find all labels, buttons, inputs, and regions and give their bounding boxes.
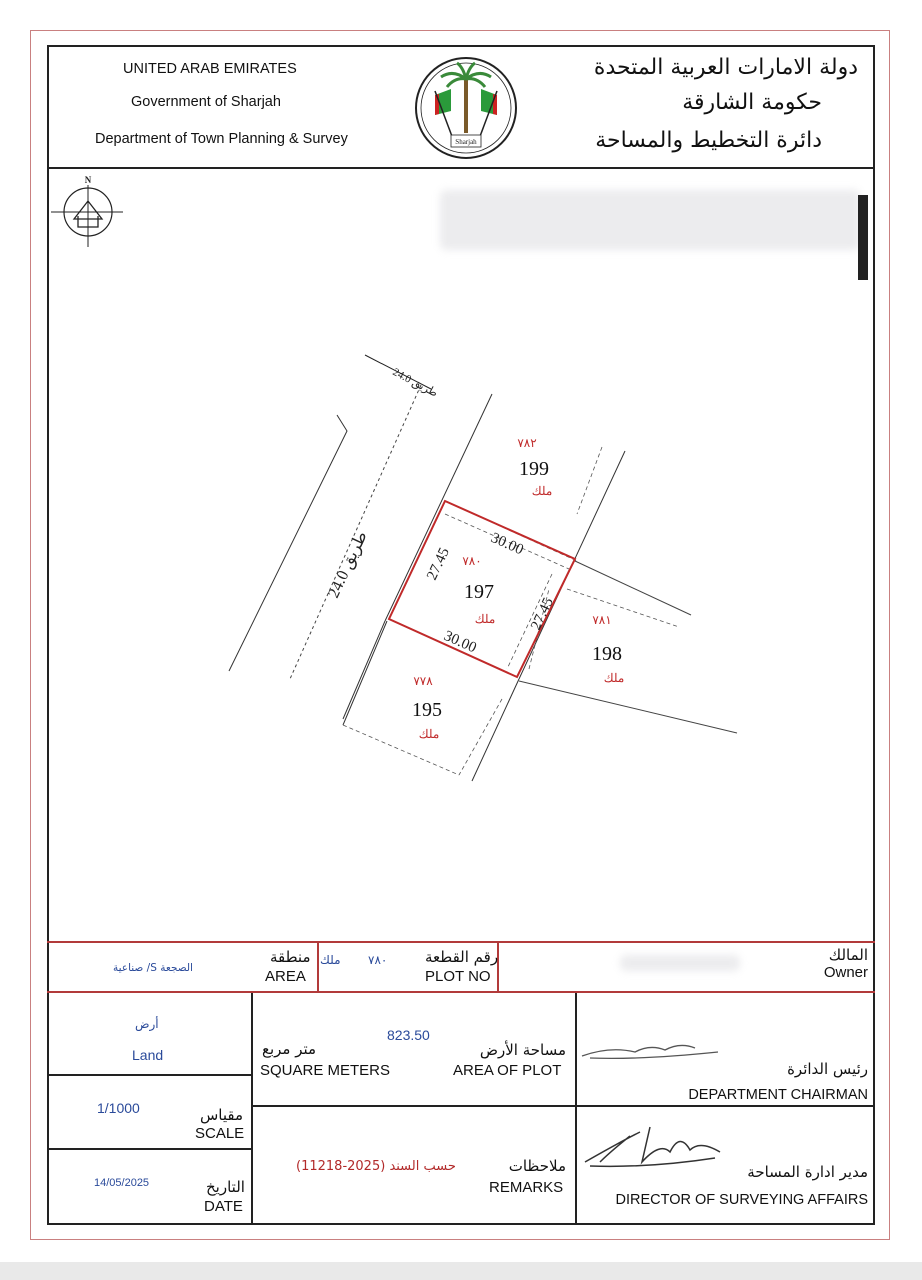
page-bottom-band bbox=[0, 1262, 922, 1280]
plot-197-ar-number: ٧٨٠ bbox=[462, 554, 482, 568]
dim-top: 30.00 bbox=[488, 530, 526, 559]
plot-198-type: ملك bbox=[603, 671, 625, 685]
chairman-label-en: DEPARTMENT CHAIRMAN bbox=[688, 1087, 868, 1103]
land-label-en: Land bbox=[132, 1047, 164, 1063]
area-value: الصجعة S/ صناعية bbox=[113, 962, 193, 974]
owner-label-ar: المالك bbox=[828, 946, 868, 964]
dim-right: 27.45 bbox=[528, 595, 557, 633]
col-divider-right bbox=[575, 993, 577, 1225]
plot-195-number: 195 bbox=[412, 699, 442, 721]
chairman-signature bbox=[580, 1038, 720, 1068]
scale-value: 1/1000 bbox=[97, 1100, 140, 1116]
remarks-value: حسب السند (2025-11218) bbox=[296, 1159, 456, 1174]
date-value: 14/05/2025 bbox=[94, 1177, 150, 1189]
plot-195-ar-number: ٧٧٨ bbox=[413, 674, 433, 688]
emblem-label: Sharjah bbox=[455, 138, 477, 146]
plot-199-number: 199 bbox=[519, 458, 549, 480]
area-of-plot-label-ar: مساحة الأرض bbox=[479, 1041, 566, 1059]
land-label-ar: أرض bbox=[135, 1017, 159, 1031]
owner-redacted bbox=[620, 955, 740, 971]
plot-198-number: 198 bbox=[592, 643, 622, 665]
left-rule-1 bbox=[47, 1074, 252, 1076]
header-department-en: Department of Town Planning & Survey bbox=[95, 131, 348, 147]
info-top-rule bbox=[47, 941, 875, 943]
header-department-ar: دائرة التخطيط والمساحة bbox=[595, 128, 822, 153]
sqm-label-ar: متر مربع bbox=[262, 1040, 317, 1058]
plot-199-type: ملك bbox=[531, 484, 553, 498]
north-label: N bbox=[84, 175, 92, 185]
director-signature bbox=[580, 1122, 730, 1172]
area-of-plot-label-en: AREA OF PLOT bbox=[453, 1062, 562, 1079]
header-country-ar: دولة الامارات العربية المتحدة bbox=[593, 55, 858, 80]
scale-label-ar: مقياس bbox=[200, 1106, 244, 1124]
left-rule-2 bbox=[47, 1148, 252, 1150]
area-of-plot-value: 823.50 bbox=[387, 1027, 430, 1043]
plot-199-ar-number: ٧٨٢ bbox=[517, 436, 537, 450]
plot-198-ar-number: ٧٨١ bbox=[592, 613, 612, 627]
plot-197-type: ملك bbox=[474, 612, 496, 626]
plot-195-type: ملك bbox=[418, 727, 440, 741]
plot-no-label-en: PLOT NO bbox=[425, 968, 491, 985]
director-label-ar: مدير ادارة المساحة bbox=[747, 1163, 868, 1181]
owner-label-en: Owner bbox=[823, 964, 868, 981]
plot-map bbox=[47, 169, 875, 941]
row1-divider-b bbox=[317, 943, 319, 991]
road-top-label: 24.0 طريق bbox=[390, 366, 440, 400]
plot-no-label-ar: رقم القطعة bbox=[425, 948, 499, 966]
header-government-ar: حكومة الشارقة bbox=[682, 90, 822, 115]
chairman-label-ar: رئيس الدائرة bbox=[787, 1060, 868, 1078]
info-row-rule bbox=[47, 991, 875, 993]
dim-bottom: 30.00 bbox=[441, 628, 479, 657]
remarks-label-en: REMARKS bbox=[489, 1179, 564, 1196]
dim-left: 27.45 bbox=[424, 545, 453, 583]
plot-no-value: ٧٨٠ bbox=[368, 953, 388, 967]
scale-label-en: SCALE bbox=[195, 1125, 245, 1142]
plot-no-type: ملك bbox=[320, 953, 341, 967]
sqm-label-en: SQUARE METERS bbox=[260, 1062, 391, 1079]
mid-rule bbox=[251, 1105, 875, 1107]
date-label-ar: التاريخ bbox=[206, 1178, 245, 1196]
header-country-en: UNITED ARAB EMIRATES bbox=[123, 61, 297, 77]
north-arrow-icon bbox=[51, 175, 123, 247]
remarks-label-ar: ملاحظات bbox=[508, 1157, 566, 1175]
road-side-label: 24.0 طريق bbox=[325, 528, 371, 601]
director-label-en: DIRECTOR OF SURVEYING AFFAIRS bbox=[615, 1192, 868, 1208]
plot-197-number: 197 bbox=[464, 581, 494, 603]
sharjah-emblem-icon bbox=[413, 55, 519, 161]
area-label-ar: منطقة bbox=[270, 948, 311, 966]
area-label-en: AREA bbox=[265, 968, 306, 985]
header-government-en: Government of Sharjah bbox=[131, 94, 281, 110]
col-divider-left bbox=[251, 993, 253, 1225]
date-label-en: DATE bbox=[204, 1198, 243, 1215]
